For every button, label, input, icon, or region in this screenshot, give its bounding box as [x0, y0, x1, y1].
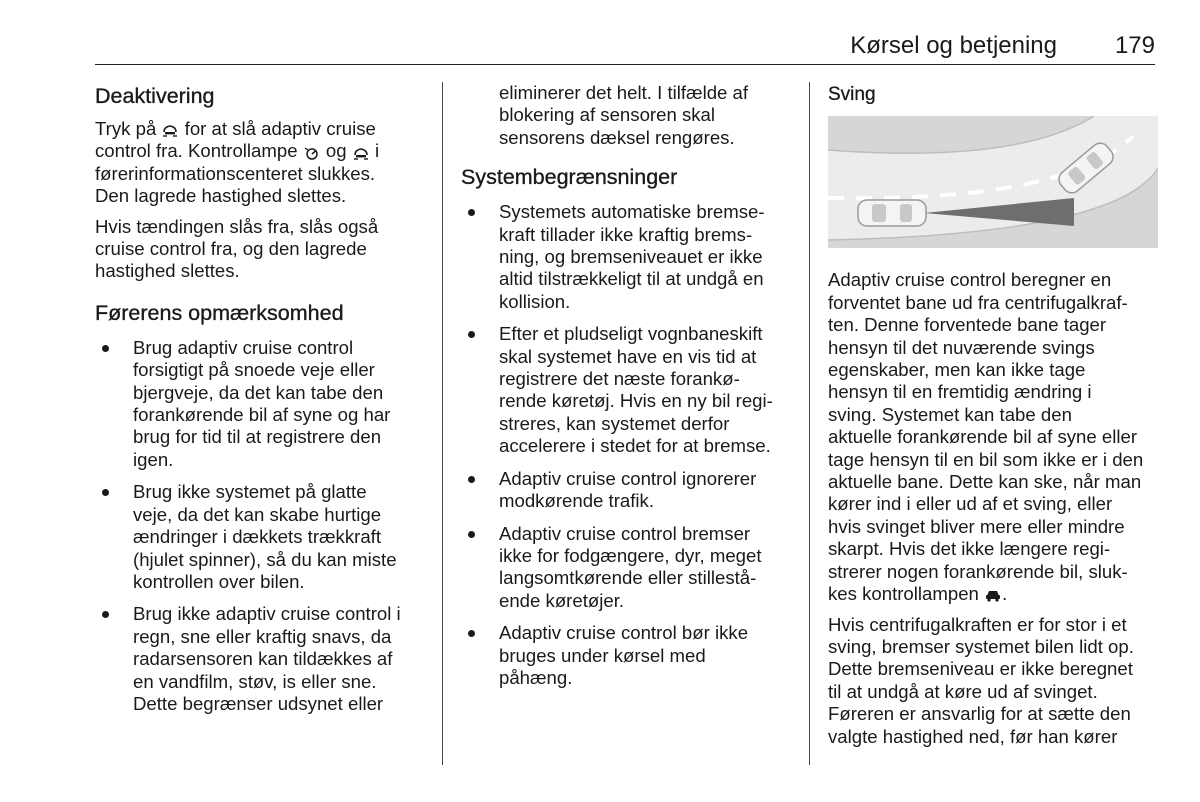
list-item	[461, 323, 791, 457]
text-fragment: og	[325, 140, 347, 162]
text-line: radarsensoren kan tildækkes af	[133, 648, 393, 670]
text-line: altid tilstrækkeligt til at undgå en	[499, 268, 764, 290]
text-line: Den lagrede hastighed slettes.	[95, 185, 347, 207]
own-vehicle	[858, 200, 926, 226]
text-line: Adaptiv cruise control bør ikke	[499, 622, 749, 644]
bullet-dot	[468, 630, 475, 637]
text-line: egenskaber, men kan ikke tage	[828, 359, 1086, 381]
text-line: Efter et pludseligt vognbaneskift	[499, 323, 763, 345]
text-line: ten. Denne forventede bane tager	[828, 314, 1107, 336]
text-line: Adaptiv cruise control bremser	[499, 522, 751, 544]
list-item	[461, 201, 791, 313]
text-line: kraft tillader ikke kraftig brems-	[499, 223, 753, 245]
text-line: blokering af sensoren skal	[499, 104, 716, 126]
text-fragment: control fra. Kontrollampe	[95, 140, 298, 162]
text-line: hensyn til det nuværende svings	[828, 336, 1095, 358]
column-divider	[809, 82, 810, 765]
text-line: Brug ikke systemet på glatte	[133, 481, 367, 503]
text-line: kontrollen over bilen.	[133, 570, 305, 592]
text-line: ikke for fodgængere, dyr, meget	[499, 544, 762, 566]
text-line: veje, da det kan skabe hurtige	[133, 503, 382, 525]
text-line: cruise control fra, og den lagrede	[95, 238, 367, 260]
text-line: rende køretøj. Hvis en ny bil regi-	[499, 390, 773, 412]
text-fragment: kes kontrollampen	[828, 583, 979, 605]
text-line: forankørende bil af syne og har	[133, 404, 391, 426]
text-fragment: Tryk på	[95, 118, 157, 139]
bullet-dot	[102, 345, 109, 352]
text-line: Systemets automatiske bremse-	[499, 201, 765, 223]
text-line: Adaptiv cruise control beregner en	[828, 269, 1112, 291]
list-item	[95, 481, 425, 593]
text-line: registrere det næste forankø-	[499, 368, 740, 390]
column-divider	[442, 82, 443, 765]
text-line: kører ind i eller ud af et sving, eller	[828, 493, 1113, 515]
text-line: påhæng.	[499, 666, 573, 688]
limits-list	[461, 201, 791, 689]
text-line: igen.	[133, 448, 174, 470]
ignition-paragraph	[95, 216, 425, 283]
adaptive-cruise-icon	[161, 123, 179, 137]
bullet-dot	[102, 611, 109, 618]
text-line: førerinformationscenteret slukkes.	[95, 162, 376, 184]
continuation-paragraph	[461, 82, 791, 149]
bullet-dot	[102, 489, 109, 496]
text-line: langsomtkørende eller stillestå-	[499, 567, 757, 589]
text-line: sensorens dæksel rengøres.	[499, 126, 735, 148]
heading-deactivation: Deaktivering	[95, 84, 215, 108]
text-line: eliminerer det helt. I tilfælde af	[499, 82, 749, 103]
text-line: hensyn til en fremtidig ændring i	[828, 381, 1092, 403]
column-right	[828, 82, 1158, 748]
text-line: aktuelle forankørende bil af syne eller	[828, 426, 1138, 448]
list-item	[461, 622, 791, 689]
text-line: aktuelle bane. Dette kan ske, når man	[828, 471, 1142, 493]
text-line: brug for tid til at registrere den	[133, 426, 382, 448]
text-line: forsigtigt på snoede veje eller	[133, 359, 375, 381]
text-line: hvis svinget bliver mere eller mindre	[828, 515, 1125, 537]
text-line: Dette bremseniveau er ikke beregnet	[828, 658, 1133, 680]
column-left	[95, 82, 425, 725]
text-line: streres, kan systemet derfor	[499, 412, 730, 434]
text-fragment: .	[1002, 583, 1008, 605]
text-line: en vandfilm, støv, is eller sne.	[133, 670, 377, 692]
centrifugal-paragraph	[828, 614, 1158, 748]
list-item	[95, 603, 425, 715]
text-line: Hvis centrifugalkraften er for stor i et	[828, 613, 1127, 635]
text-line: bjergveje, da det kan tabe den	[133, 381, 384, 403]
text-line: regn, sne eller kraftig snavs, da	[133, 625, 392, 647]
text-fragment: for at slå adaptiv cruise	[184, 118, 376, 139]
text-line: tage hensyn til en bil som ikke er i den	[828, 448, 1144, 470]
text-line: Brug ikke adaptiv cruise control i	[133, 603, 401, 625]
text-line: hastighed slettes.	[95, 260, 240, 282]
text-line: skal systemet have en vis tid at	[499, 345, 757, 367]
text-line	[95, 140, 425, 162]
curve-radar-illustration	[828, 116, 1158, 248]
text-line: ning, og bremseniveauet er ikke	[499, 246, 763, 268]
bullet-dot	[468, 531, 475, 538]
text-line: valgte hastighed ned, før han kører	[828, 725, 1118, 747]
text-line: skarpt. Hvis det ikke længere regi-	[828, 538, 1111, 560]
text-line: til at undgå at køre ud af svinget.	[828, 680, 1098, 702]
text-line: bruges under kørsel med	[499, 644, 706, 666]
text-line: ende køretøjer.	[499, 589, 625, 611]
page-header	[95, 30, 1155, 65]
text-line: Føreren er ansvarlig for at sætte den	[828, 703, 1131, 725]
column-middle	[461, 82, 791, 699]
vehicle-ahead-icon	[984, 588, 1002, 602]
attention-list	[95, 337, 425, 716]
text-line: sving. Systemet kan tabe den	[828, 403, 1072, 425]
heading-curve: Sving	[828, 84, 876, 105]
bullet-dot	[468, 476, 475, 483]
text-line	[828, 583, 1158, 605]
cruise-lamp-icon	[303, 146, 321, 160]
bullet-dot	[468, 209, 475, 216]
heading-driver-attention: Førerens opmærksomhed	[95, 300, 344, 325]
text-line: accelerere i stedet for at bremse.	[499, 435, 771, 457]
bullet-dot	[468, 331, 475, 338]
text-line: strerer nogen forankørende bil, sluk-	[828, 560, 1128, 582]
curve-paragraph	[828, 269, 1158, 605]
text-line: ændringer i dækkets trækkraft	[133, 526, 382, 548]
text-line: Adaptiv cruise control ignorerer	[499, 467, 757, 489]
list-item	[461, 468, 791, 513]
text-line: Dette begrænser udsynet eller	[133, 692, 384, 714]
text-line	[95, 118, 425, 140]
text-line: Hvis tændingen slås fra, slås også	[95, 215, 379, 237]
heading-system-limits: Systembegrænsninger	[461, 165, 678, 190]
page-number: 179	[1114, 32, 1155, 59]
section-title: Kørsel og betjening	[850, 32, 1057, 59]
text-line: modkørende trafik.	[499, 490, 655, 512]
text-line: (hjulet spinner), så du kan miste	[133, 548, 397, 570]
deactivation-paragraph	[95, 118, 425, 208]
text-line: Brug adaptiv cruise control	[133, 336, 354, 358]
list-item	[461, 523, 791, 613]
adaptive-cruise-icon	[352, 146, 370, 160]
text-line: sving, bremser systemet bilen lidt op.	[828, 635, 1134, 657]
text-fragment: i	[374, 140, 380, 162]
text-line: forventet bane ud fra centrifugalkraf-	[828, 291, 1128, 313]
text-line: kollision.	[499, 290, 571, 312]
list-item	[95, 337, 425, 471]
